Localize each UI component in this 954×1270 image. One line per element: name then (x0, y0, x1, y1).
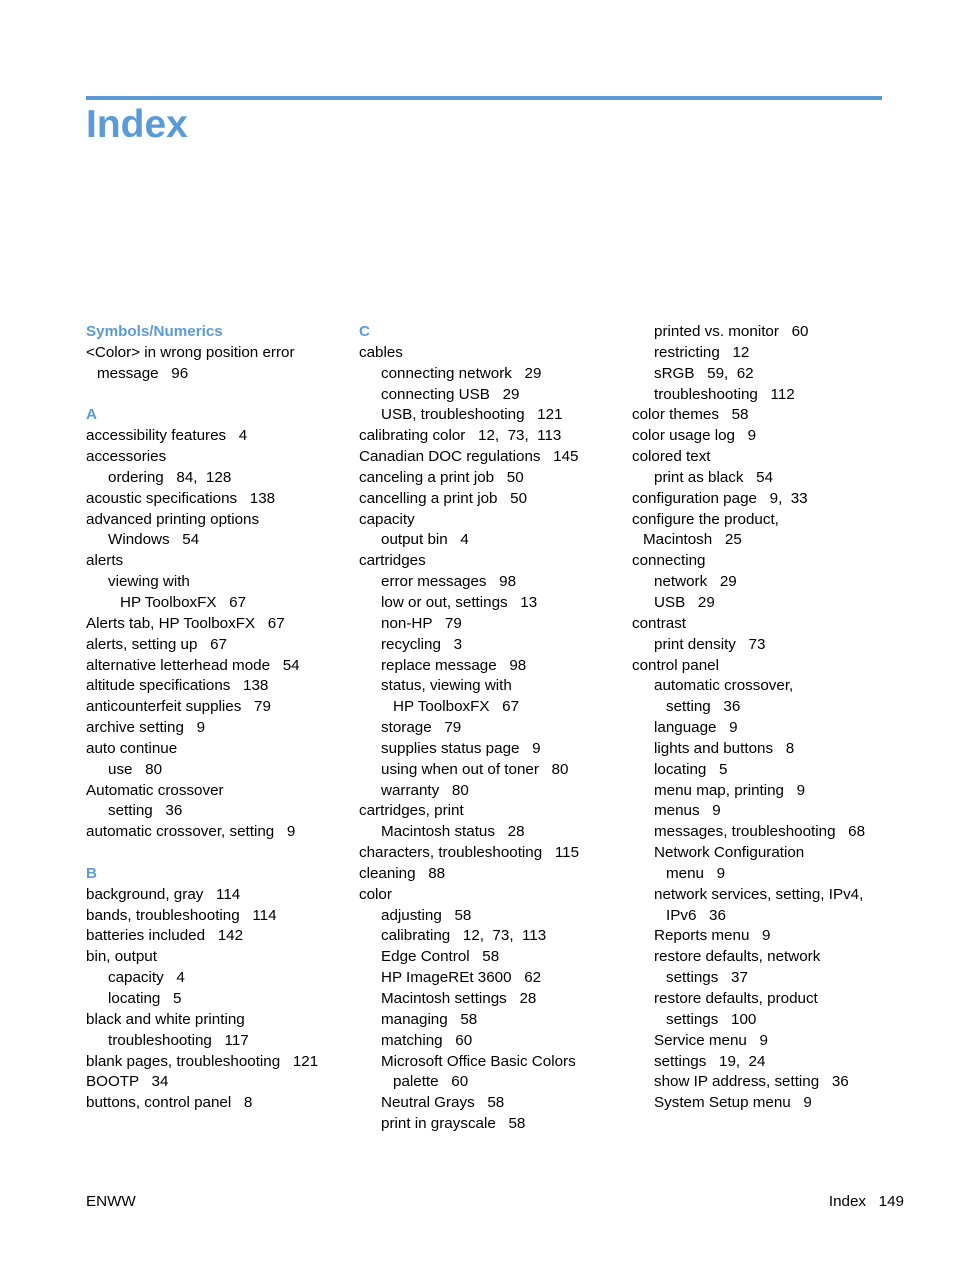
index-entry: accessibility features 4 (86, 427, 248, 445)
index-entry: recycling 3 (381, 635, 463, 653)
section-heading: C (359, 323, 370, 340)
index-entry: <Color> in wrong position error (86, 343, 295, 361)
index-entry: network services, setting, IPv4, (654, 885, 864, 903)
index-entry: configuration page 9, 33 (632, 489, 808, 507)
index-entry: message 96 (97, 364, 189, 382)
index-entry: adjusting 58 (381, 906, 472, 924)
index-entry: matching 60 (381, 1031, 473, 1049)
index-entry: replace message 98 (381, 656, 527, 674)
index-entry: show IP address, setting 36 (654, 1073, 849, 1091)
index-entry: buttons, control panel 8 (86, 1094, 253, 1112)
index-entry: warranty 80 (381, 781, 469, 799)
index-entry: calibrating color 12, 73, 113 (359, 427, 562, 445)
index-entry: Macintosh status 28 (381, 823, 525, 841)
index-entry: Network Configuration (654, 844, 805, 862)
footer-left: ENWW (86, 1193, 136, 1210)
index-entry: alerts (86, 552, 124, 570)
index-entry: characters, troubleshooting 115 (359, 844, 580, 862)
index-entry: sRGB 59, 62 (654, 364, 754, 382)
index-entry: cartridges (359, 552, 426, 570)
index-entry: HP ToolboxFX 67 (120, 593, 247, 611)
index-entry: settings 37 (666, 969, 748, 987)
index-entry: settings 19, 24 (654, 1052, 766, 1070)
index-entry: automatic crossover, setting 9 (86, 823, 296, 841)
index-entry: acoustic specifications 138 (86, 489, 276, 507)
index-entry: restore defaults, network (654, 948, 821, 966)
index-entry: System Setup menu 9 (654, 1094, 812, 1112)
index-entry: output bin 4 (381, 531, 469, 549)
index-entry: BOOTP 34 (86, 1073, 169, 1091)
index-entry: setting 36 (108, 802, 183, 820)
index-entry: blank pages, troubleshooting 121 (86, 1052, 319, 1070)
index-entry: Canadian DOC regulations 145 (359, 448, 579, 466)
index-entry: viewing with (108, 573, 190, 591)
index-entry: settings 100 (666, 1010, 757, 1028)
index-entry: storage 79 (381, 719, 462, 737)
index-entry: auto continue (86, 739, 178, 757)
section-heading: Symbols/Numerics (86, 323, 223, 340)
index-entry: archive setting 9 (86, 719, 206, 737)
index-entry: palette 60 (393, 1073, 469, 1091)
index-entry: ordering 84, 128 (108, 468, 232, 486)
index-entry: cleaning 88 (359, 864, 446, 882)
index-entry: Alerts tab, HP ToolboxFX 67 (86, 614, 285, 632)
index-entry: Edge Control 58 (381, 948, 500, 966)
index-entry: Automatic crossover (86, 781, 224, 799)
index-entry: altitude specifications 138 (86, 677, 269, 695)
index-entry: printed vs. monitor 60 (654, 323, 809, 340)
index-entry: print as black 54 (654, 468, 774, 486)
index-column-2 (359, 322, 621, 1135)
index-entry: capacity 4 (108, 969, 185, 987)
index-entry: menus 9 (654, 802, 721, 820)
index-entry: print in grayscale 58 (381, 1115, 526, 1133)
index-entry: Service menu 9 (654, 1031, 768, 1049)
index-entry: cartridges, print (359, 802, 464, 820)
index-entry: colored text (632, 448, 711, 466)
index-entry: connecting (632, 552, 706, 570)
index-entry: troubleshooting 112 (654, 385, 795, 403)
section-heading: A (86, 406, 97, 424)
index-entry: USB 29 (654, 593, 715, 611)
index-entry: batteries included 142 (86, 927, 244, 945)
index-entry: capacity (359, 510, 415, 528)
index-entry: messages, troubleshooting 68 (654, 823, 866, 841)
index-entry: language 9 (654, 719, 738, 737)
index-entry: connecting USB 29 (381, 385, 520, 403)
index-entry: contrast (632, 614, 687, 632)
index-entry: bin, output (86, 948, 157, 966)
index-entry: control panel (632, 656, 719, 674)
index-entry: locating 5 (108, 990, 182, 1007)
index-entry: connecting network 29 (381, 364, 542, 382)
index-entry: calibrating 12, 73, 113 (381, 927, 547, 945)
index-entry: alerts, setting up 67 (86, 635, 227, 653)
index-entry: status, viewing with (381, 677, 512, 695)
index-entry: using when out of toner 80 (381, 760, 569, 778)
index-entry: troubleshooting 117 (108, 1031, 249, 1049)
index-entry: background, gray 114 (86, 885, 241, 903)
index-entry: Windows 54 (108, 531, 200, 549)
index-entry: USB, troubleshooting 121 (381, 406, 563, 424)
index-column-1 (86, 322, 348, 1114)
title-rule (86, 96, 882, 100)
index-entry: bands, troubleshooting 114 (86, 906, 277, 924)
index-entry: color (359, 885, 392, 903)
page-title: Index (86, 103, 188, 146)
index-entry: cables (359, 343, 403, 361)
index-entry: configure the product, (632, 510, 779, 528)
index-entry: HP ImageREt 3600 62 (381, 969, 542, 987)
index-entry: supplies status page 9 (381, 739, 541, 757)
index-entry: HP ToolboxFX 67 (393, 698, 520, 716)
section-gap (86, 843, 348, 864)
index-entry: Macintosh settings 28 (381, 990, 537, 1007)
index-entry: network 29 (654, 573, 737, 591)
index-entry: black and white printing (86, 1010, 245, 1028)
index-entry: automatic crossover, (654, 677, 794, 695)
index-entry: print density 73 (654, 635, 766, 653)
index-entry: advanced printing options (86, 510, 260, 528)
index-entry: menu 9 (666, 864, 726, 882)
index-entry: restricting 12 (654, 343, 750, 361)
index-entry: lights and buttons 8 (654, 739, 795, 757)
index-entry: Neutral Grays 58 (381, 1094, 505, 1112)
index-entry: managing 58 (381, 1010, 478, 1028)
index-entry: IPv6 36 (666, 906, 726, 924)
index-entry: alternative letterhead mode 54 (86, 656, 300, 674)
index-entry: error messages 98 (381, 573, 517, 591)
index-column-3 (632, 322, 894, 1114)
section-gap (86, 385, 348, 406)
index-entry: Reports menu 9 (654, 927, 771, 945)
index-entry: Macintosh 25 (643, 531, 742, 549)
index-entry: non-HP 79 (381, 614, 462, 632)
index-entry: accessories (86, 448, 167, 466)
index-entry: setting 36 (666, 698, 741, 716)
section-heading: B (86, 864, 97, 882)
index-entry: restore defaults, product (654, 990, 818, 1007)
index-entry: Microsoft Office Basic Colors (381, 1052, 576, 1070)
index-entry: anticounterfeit supplies 79 (86, 698, 271, 716)
index-entry: use 80 (108, 760, 163, 778)
index-entry: cancelling a print job 50 (359, 489, 528, 507)
index-entry: canceling a print job 50 (359, 468, 524, 486)
index-entry: color themes 58 (632, 406, 749, 424)
index-entry: low or out, settings 13 (381, 593, 538, 611)
index-entry: menu map, printing 9 (654, 781, 806, 799)
index-entry: locating 5 (654, 760, 728, 778)
footer-page-label: Index 149 (828, 1193, 904, 1210)
index-entry: color usage log 9 (632, 427, 757, 445)
